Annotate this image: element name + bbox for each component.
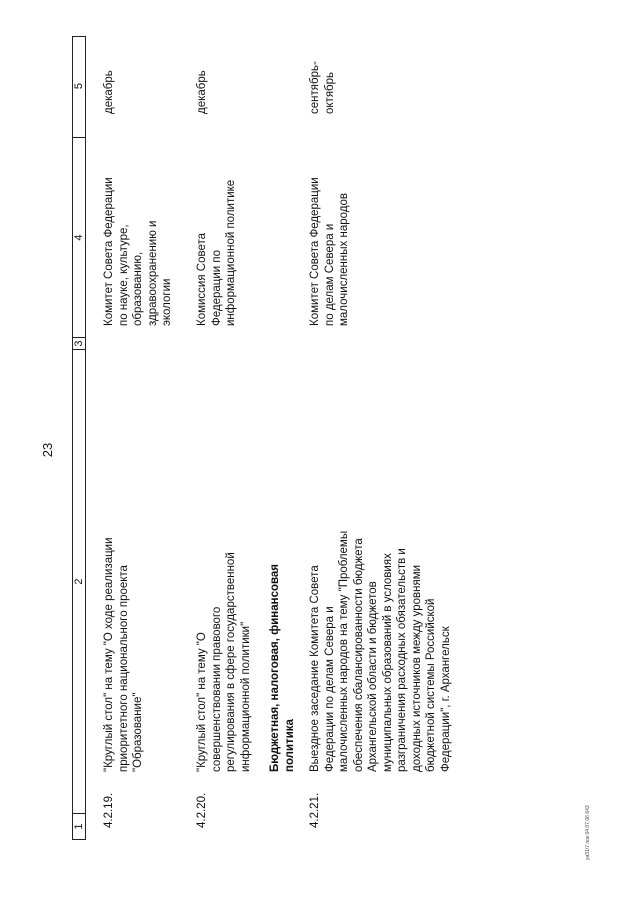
page-number: 23 [40,442,55,458]
responsible-body: Комиссия Совета Федерации по информационной политике [196,179,237,326]
event-date: декабрь [103,70,115,114]
column-header-3: 3 [73,337,85,349]
event-date: сентябрь- октябрь [309,61,336,114]
table-header-row [72,36,86,840]
responsible-body: Комитет Совета Федерации по науке, культуре, образованию, здравоохранению и экологии [103,177,173,326]
row-number: 4.2.20. [196,792,208,828]
section-heading: Бюджетная, налоговая, финансовая политика [269,563,296,772]
row-number: 4.2.19. [103,792,115,828]
row-number: 4.2.21. [309,792,321,828]
responsible-body: Комитет Совета Федерации по делам Севера и малочисленных народов [309,177,350,326]
event-date: декабрь [196,70,208,114]
event-description: "Круглый стол" на тему "О совершенствовании правового регулирования в сфере государственной информационной политики" [196,552,252,772]
event-description: "Круглый стол" на тему "О ходе реализации приоритетного национального проекта "Образование" [103,537,144,772]
column-header-1: 1 [73,813,85,839]
column-header-5: 5 [73,82,85,90]
document-footer-mark: уи31\7.пок 04.07.06 643 [585,805,591,860]
column-header-2: 2 [73,349,85,813]
column-header-4: 4 [73,137,85,337]
event-description: Выездное заседание Комитета Совета Федерации по делам Севера и малочисленных народов на тему "Проблемы обеспечения сбалансированности бюджета Архангельской области и бюджетов муниципальных образований в условиях разграничения расходных обязательств и доходных источников между уровнями бюджетной системы Российской Федерации", г. Архангельск [309,530,452,772]
